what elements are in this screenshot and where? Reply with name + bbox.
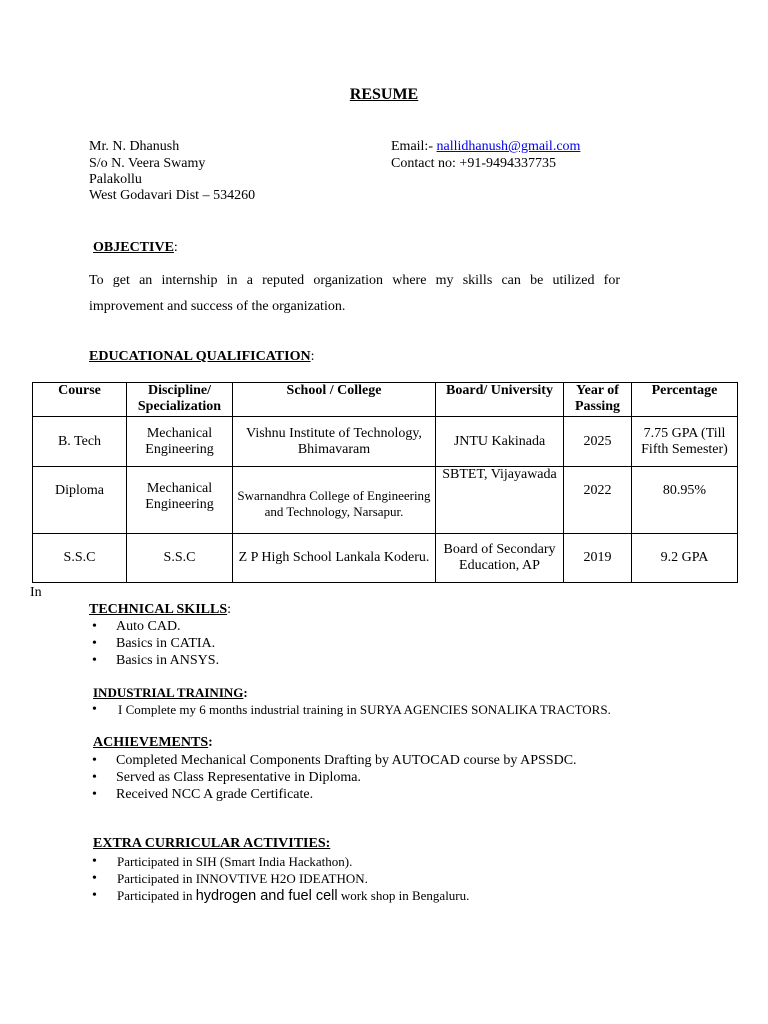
table-cell: 7.75 GPA (Till Fifth Semester) — [632, 417, 738, 467]
col-header: Course — [33, 383, 127, 417]
table-cell: Swarnandhra College of Engineering and Technology, Narsapur. — [233, 467, 436, 534]
list-item: • Served as Class Representative in Diploma. — [89, 769, 577, 786]
list-item: • Auto CAD. — [89, 618, 219, 635]
table-row — [33, 534, 738, 583]
education-table — [32, 382, 738, 583]
objective-heading: OBJECTIVE: — [93, 240, 178, 255]
stray-text: In — [30, 585, 42, 600]
table-cell: Mechanical Engineering — [127, 467, 233, 534]
table-cell: Board of Secondary Education, AP — [436, 534, 564, 583]
table-cell: 9.2 GPA — [632, 534, 738, 583]
objective-line-1: To get an internship in a reputed organization where my skills can be utilized for — [89, 273, 620, 288]
email-link[interactable]: nallidhanush@gmail.com — [436, 139, 581, 154]
technical-skills-heading: TECHNICAL SKILLS: — [89, 602, 231, 617]
contact-parent: S/o N. Veera Swamy — [89, 156, 206, 171]
table-cell: Diploma — [33, 467, 127, 534]
table-cell: Vishnu Institute of Technology, Bhimavaram — [233, 417, 436, 467]
table-cell: S.S.C — [33, 534, 127, 583]
education-heading: EDUCATIONAL QUALIFICATION: — [89, 349, 315, 364]
table-row — [33, 417, 738, 467]
list-item: • Received NCC A grade Certificate. — [89, 786, 577, 803]
achievements-heading: ACHIEVEMENTS: — [93, 735, 213, 750]
col-header: Discipline/ Specialization — [127, 383, 233, 417]
list-item: • Completed Mechanical Components Drafting by AUTOCAD course by APSSDC. — [89, 752, 577, 769]
contact-name: Mr. N. Dhanush — [89, 139, 180, 154]
industrial-training-heading: INDUSTRIAL TRAINING: — [93, 685, 248, 700]
table-cell: S.S.C — [127, 534, 233, 583]
technical-skills-list — [89, 618, 219, 669]
table-row — [33, 467, 738, 534]
col-header: Percentage — [632, 383, 738, 417]
list-item: • Basics in CATIA. — [89, 635, 219, 652]
table-cell: JNTU Kakinada — [436, 417, 564, 467]
table-cell: Z P High School Lankala Koderu. — [233, 534, 436, 583]
list-item: • Participated in hydrogen and fuel cell work shop in Bengaluru. — [89, 887, 469, 905]
table-cell: Mechanical Engineering — [127, 417, 233, 467]
contact-district: West Godavari Dist – 534260 — [89, 188, 256, 203]
contact-town: Palakollu — [89, 172, 142, 187]
email-label: Email:- — [391, 139, 437, 154]
achievements-list — [89, 752, 577, 803]
table-cell: B. Tech — [33, 417, 127, 467]
contact-phone: Contact no: +91-9494337735 — [391, 156, 556, 171]
list-item: • I Complete my 6 months industrial training in SURYA AGENCIES SONALIKA TRACTORS. — [89, 701, 611, 718]
extra-curricular-list — [89, 853, 469, 905]
table-cell: 2019 — [564, 534, 632, 583]
table-header-row — [33, 383, 738, 417]
objective-line-2: improvement and success of the organization. — [89, 299, 346, 314]
resume-title: RESUME — [349, 86, 419, 103]
list-item: • Basics in ANSYS. — [89, 652, 219, 669]
col-header: School / College — [233, 383, 436, 417]
email-line — [391, 139, 580, 155]
industrial-training-list — [89, 701, 611, 718]
col-header: Board/ University — [436, 383, 564, 417]
table-cell: 80.95% — [632, 467, 738, 534]
list-item: • Participated in SIH (Smart India Hackathon). — [89, 853, 469, 870]
list-item: • Participated in INNOVTIVE H2O IDEATHON. — [89, 870, 469, 887]
table-cell: 2025 — [564, 417, 632, 467]
extra-curricular-heading: EXTRA CURRICULAR ACTIVITIES: — [93, 836, 331, 851]
table-cell: 2022 — [564, 467, 632, 534]
col-header: Year of Passing — [564, 383, 632, 417]
table-cell: SBTET, Vijayawada — [436, 467, 564, 534]
